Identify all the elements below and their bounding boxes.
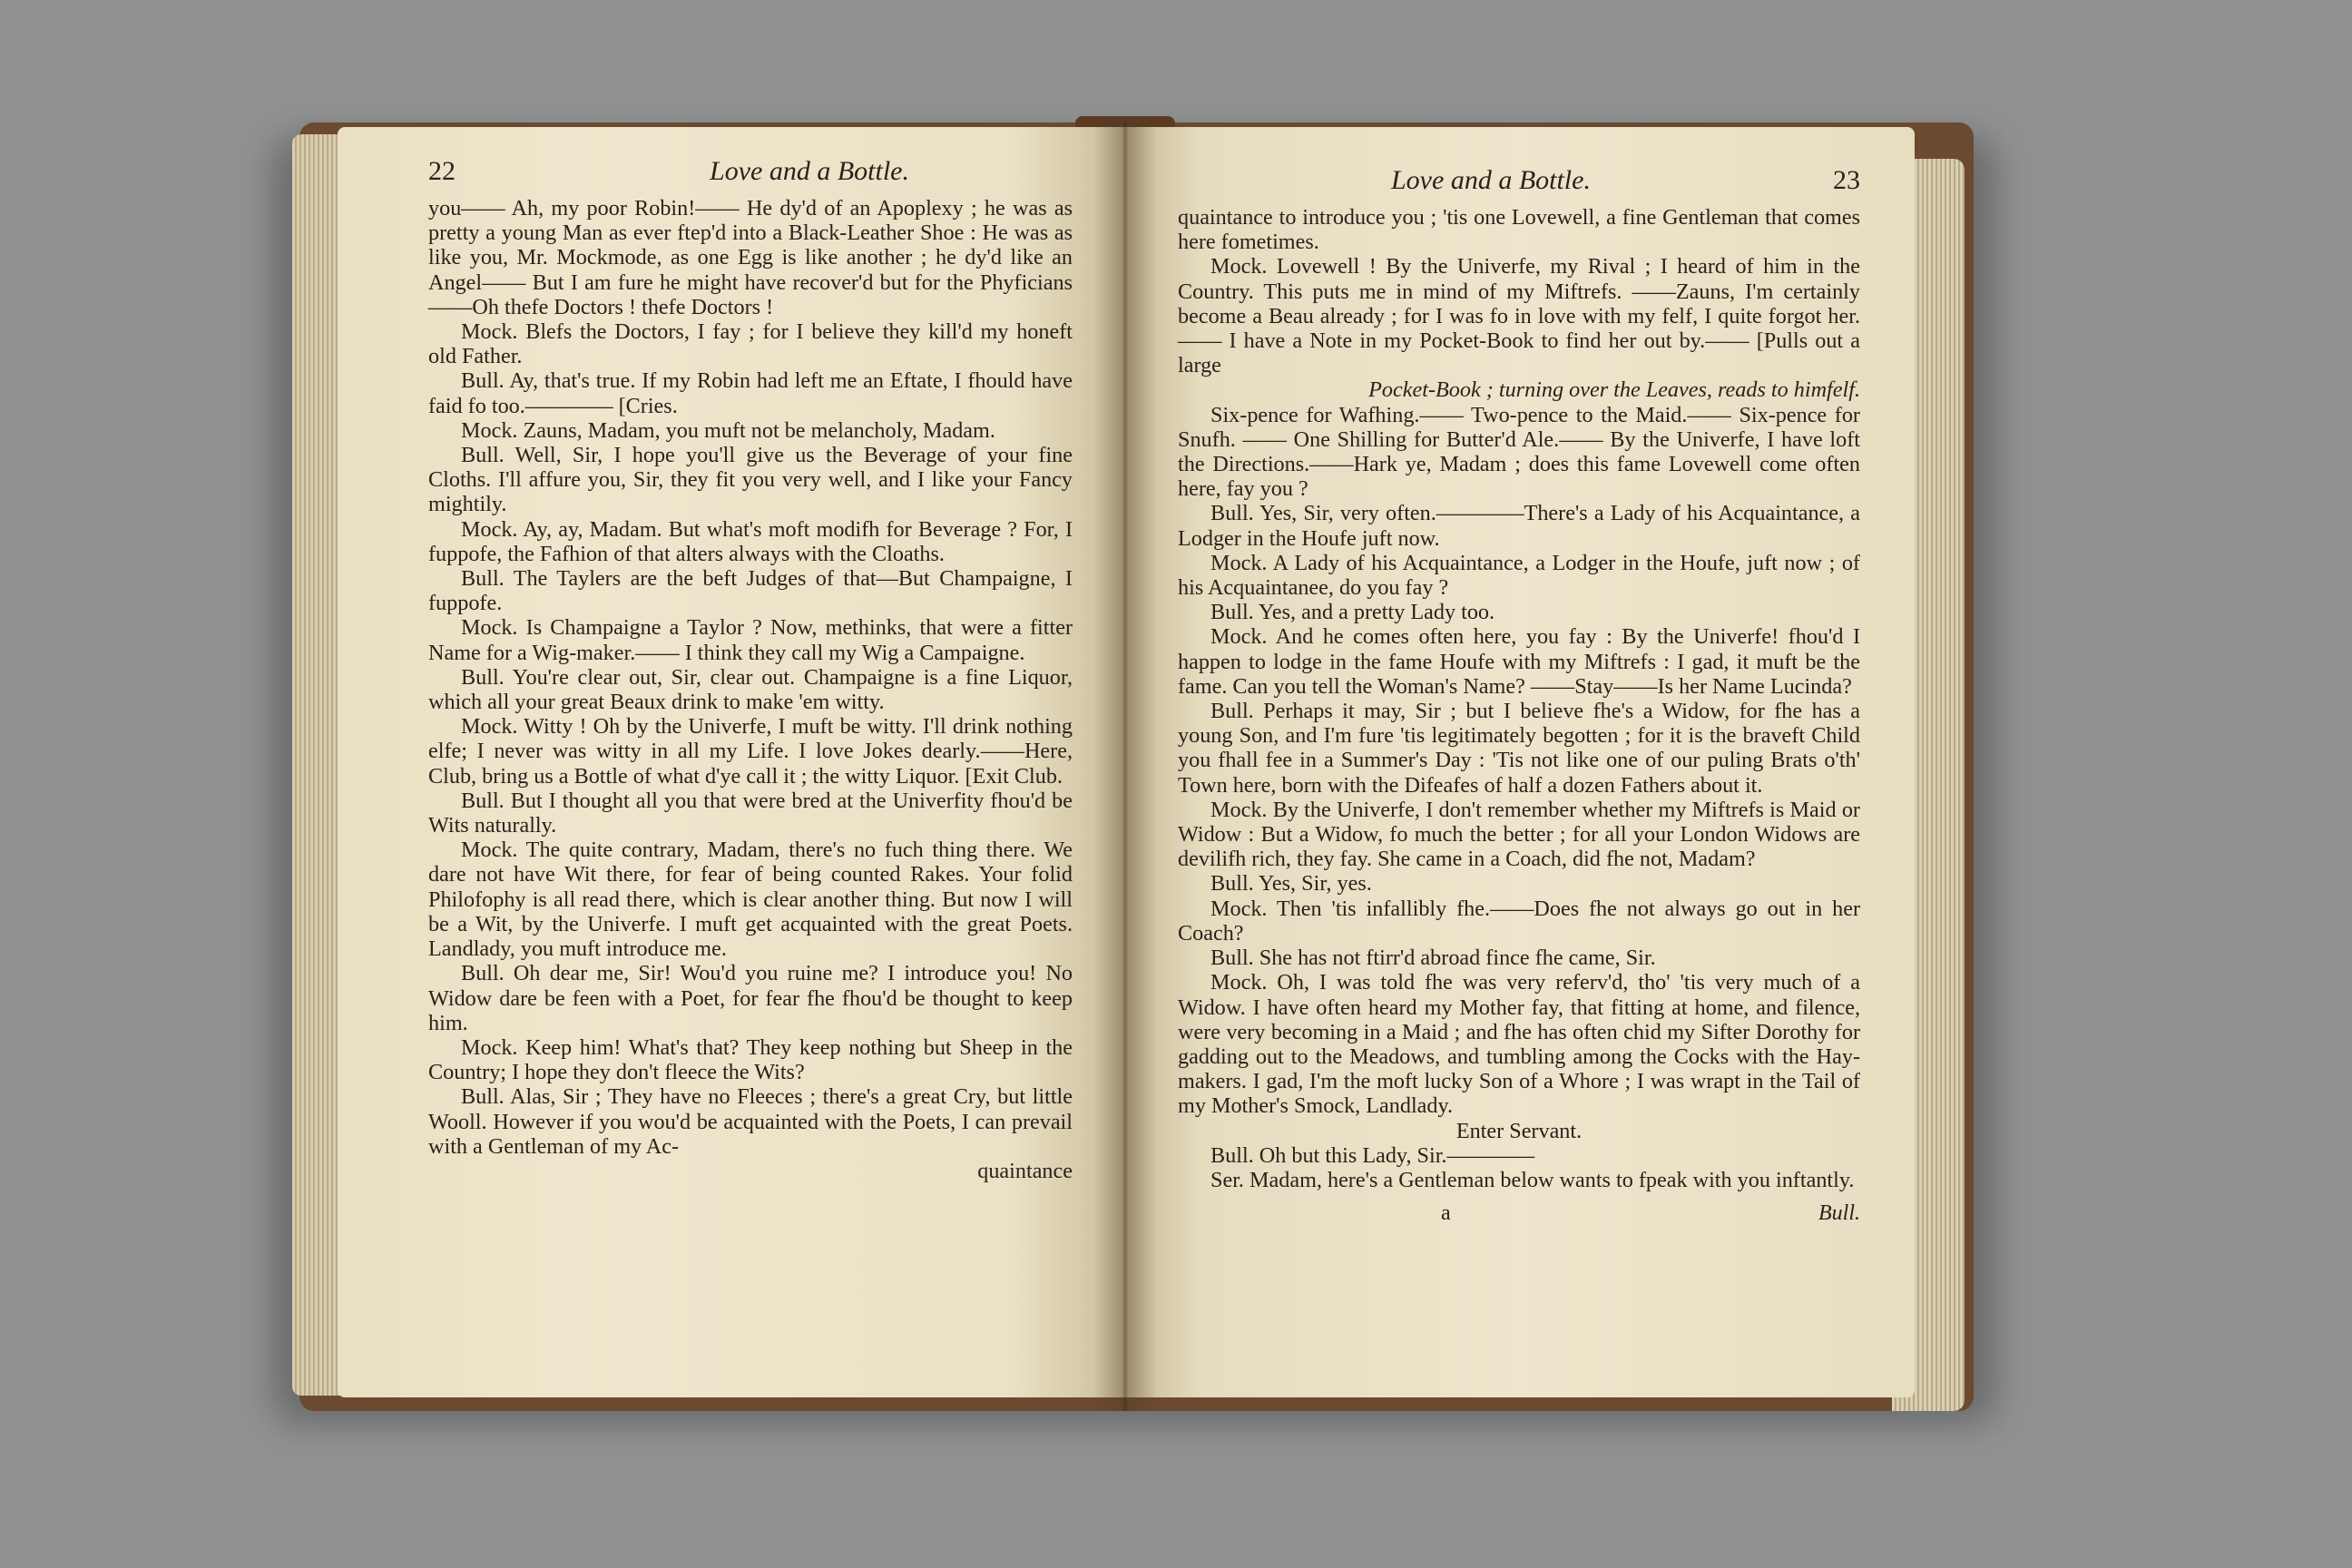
text-line: Mock. The quite contrary, Madam, there's no fuch thing there. We dare not have Wit there, for fear of being counted Rakes. Your folid Philofophy is all read there, which is clear another thing. But now I will be a Wit, by the Univerfe. I muft get acquainted with the great Poets. Landlady, you muft introduce me.: [428, 838, 1073, 962]
text-line: Mock. Ay, ay, Madam. But what's moft modifh for Beverage ? For, I fuppofe, the Fafhion of that alters always with the Cloaths.: [428, 516, 1073, 566]
text-line: Mock. Keep him! What's that? They keep nothing but Sheep in the Country; I hope they don't fleece the Wits?: [428, 1034, 1073, 1085]
text-line: Mock. A Lady of his Acquaintance, a Lodger in the Houfe, juft now ; of his Acquaintanee, do you fay ?: [1178, 550, 1860, 601]
right-page-footer: [1178, 1201, 1860, 1226]
text-line: Bull. You're clear out, Sir, clear out. Champaigne is a fine Liquor, which all your great Beaux drink to make 'em witty.: [428, 664, 1073, 715]
text-line: Bull. Ay, that's true. If my Robin had left me an Eftate, I fhould have faid fo too.———— [Cries.: [428, 368, 1073, 418]
text-line: Six-pence for Wafhing.—— Two-pence to the Maid.—— Six-pence for Snufh. —— One Shilling for Butter'd Ale.—— By the Univerfe, I have loft the Directions.——Hark ye, Madam ; does this fame Lovewell come often here, fay you ?: [1178, 402, 1860, 502]
text-line: Ser. Madam, here's a Gentleman below wants to fpeak with you inftantly.: [1210, 1167, 1855, 1192]
right-page-header: [1178, 165, 1860, 196]
text-line: Mock. Is Champaigne a Taylor ? Now, methinks, that were a fitter Name for a Wig-maker.—— I think they call my Wig a Campaigne.: [428, 615, 1073, 665]
text-line: Mock. Then 'tis infallibly fhe.——Does fhe not always go out in her Coach?: [1178, 896, 1860, 946]
stage-direction: Pocket-Book ; turning over the Leaves, reads to himfelf.: [1368, 377, 1860, 403]
catchword: Bull.: [1818, 1201, 1860, 1226]
left-page-text: [428, 196, 1073, 1183]
text-line: Bull. She has not ftirr'd abroad fince fhe came, Sir.: [1210, 946, 1656, 971]
text-line: Mock. Witty ! Oh by the Univerfe, I muft be witty. I'll drink nothing elfe; I never was witty in all my Life. I love Jokes dearly.——Here, Club, bring us a Bottle of what d'ye call it ; the witty Liquor. [Exit Club.: [428, 714, 1073, 789]
text-line: Bull. Yes, and a pretty Lady too.: [1210, 600, 1495, 625]
running-title: Love and a Bottle.: [1391, 165, 1591, 195]
text-line: Mock. Lovewell ! By the Univerfe, my Rival ; I heard of him in the Country. This puts me in mind of my Miftrefs. ——Zauns, I'm certainly become a Beau already ; for I was fo in love with my felf, I quite forgot her.—— I have a Note in my Pocket-Book to find her out by.—— [Pulls out a large: [1178, 254, 1860, 378]
text-line: Mock. Zauns, Madam, you muft not be melancholy, Madam.: [461, 417, 995, 443]
text-line: Bull. But I thought all you that were bred at the Univerfity fhou'd be Wits naturally.: [428, 788, 1073, 838]
text-line: Mock. Blefs the Doctors, I fay ; for I believe they kill'd my honeft old Father.: [428, 319, 1073, 369]
page-number: 23: [1833, 165, 1860, 195]
text-line: Mock. And he comes often here, you fay : By the Univerfe! fhou'd I happen to lodge in the fame Houfe with my Miftrefs : I gad, it muft be the fame. Can you tell the Woman's Name? ——Stay——Is her Name Lucinda?: [1178, 624, 1860, 699]
text-line: Mock. By the Univerfe, I don't remember whether my Miftrefs is Maid or Widow : But a Widow, fo much the better ; for all your London Widows are devilifh rich, they fay. She came in a Coach, did fhe not, Madam?: [1178, 797, 1860, 872]
right-page-text: [1178, 205, 1860, 1192]
text-line: Bull. Well, Sir, I hope you'll give us the Beverage of your fine Cloths. I'll affure you, Sir, they fit you very well, and I like your Fancy mightily.: [428, 443, 1073, 517]
signature-mark: a: [1441, 1201, 1451, 1226]
right-page: [1123, 127, 1915, 1397]
page-number: 22: [428, 156, 456, 186]
running-title: Love and a Bottle.: [710, 156, 909, 186]
text-line: you—— Ah, my poor Robin!—— He dy'd of an Apoplexy ; he was as pretty a young Man as ever ftep'd into a Black-Leather Shoe : He was as like you, Mr. Mockmode, as one Egg is like another ; he dy'd like an Angel—— But I am fure he might have recover'd but for the Phyficians——Oh thefe Doctors ! thefe Doctors !: [428, 196, 1073, 319]
text-line: Bull. Oh dear me, Sir! Wou'd you ruine me? I introduce you! No Widow dare be feen with a Poet, for fear fhe fhou'd be thought to keep him.: [428, 961, 1073, 1035]
text-line: Bull. Yes, Sir, yes.: [1210, 871, 1372, 897]
text-line: quaintance to introduce you ; 'tis one Lovewell, a fine Gentleman that comes here fometimes.: [1178, 205, 1860, 255]
text-line: Bull. Yes, Sir, very often.————There's a Lady of his Acquaintance, a Lodger in the Houfe juft now.: [1178, 501, 1860, 551]
stage-direction: Enter Servant.: [1455, 1118, 1583, 1143]
catchword: quaintance: [977, 1158, 1073, 1183]
text-line: Mock. Oh, I was told fhe was very referv'd, tho' 'tis very much of a Widow. I have often heard my Mother fay, that fitting at home, and filence, were very becoming in a Maid ; and fhe has often chid my Sifter Dorothy for gadding out to the Meadows, and tumbling among the Cocks with the Hay-makers. I gad, I'm the moft lucky Son of a Whore ; I was wrapt in the Tail of my Mother's Smock, Landlady.: [1178, 970, 1860, 1119]
text-line: Bull. The Taylers are the beft Judges of that—But Champaigne, I fuppofe.: [428, 566, 1073, 616]
text-line: Bull. Alas, Sir ; They have no Fleeces ; there's a great Cry, but little Wooll. However if you wou'd be acquainted with the Poets, I can prevail with a Gentleman of my Ac-: [428, 1084, 1073, 1159]
left-page-header: [428, 156, 1073, 187]
left-page: [338, 127, 1127, 1397]
text-line: Bull. Perhaps it may, Sir ; but I believe fhe's a Widow, for fhe has a young Son, and I'm fure 'tis legitimately begotten ; for it is the braveft Child you fhall fee in a Summer's Day : 'Tis not like one of our puling Brats o'th' Town here, born with the Difeafes of half a dozen Fathers about it.: [1178, 699, 1860, 798]
text-line: Bull. Oh but this Lady, Sir.————: [1210, 1142, 1535, 1168]
